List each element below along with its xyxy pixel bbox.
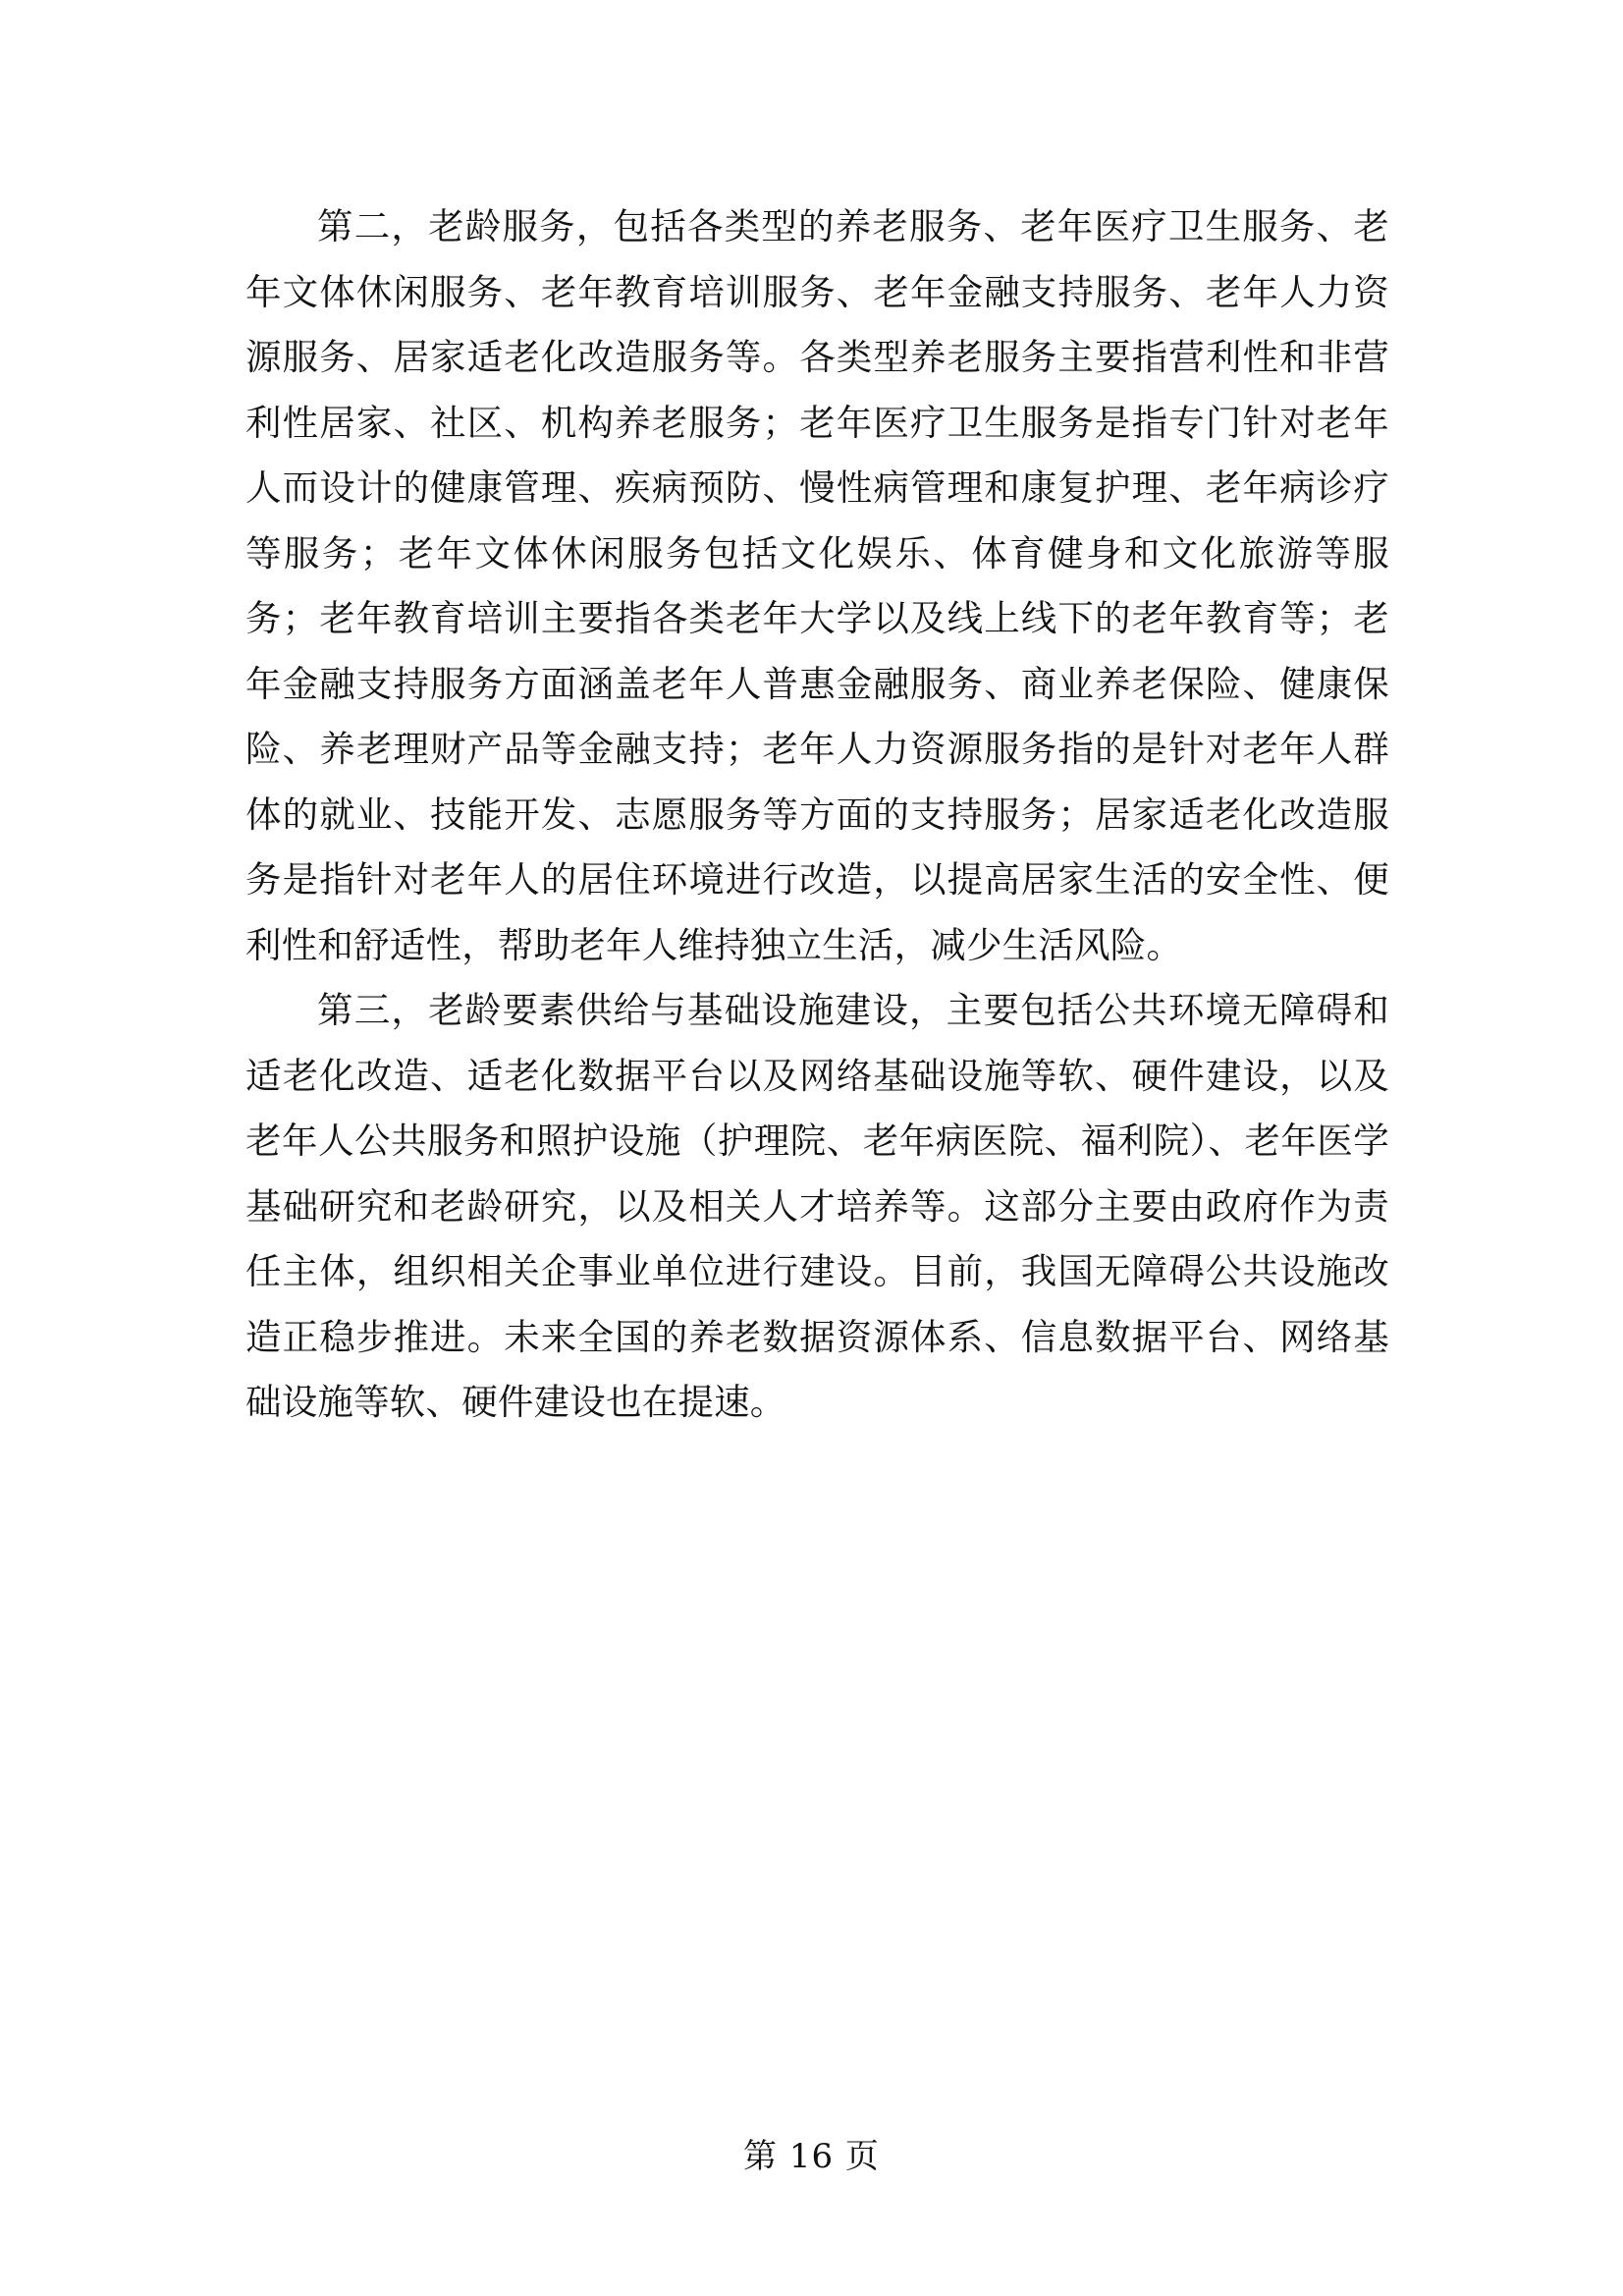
body-text xyxy=(245,194,1389,1436)
paragraph-elderly-services: 第二，老龄服务，包括各类型的养老服务、老年医疗卫生服务、老年文体休闲服务、老年教育培训服务、老年金融支持服务、老年人力资源服务、居家适老化改造服务等。各类型养老服务主要指营利性和非营利性居家、社区、机构养老服务；老年医疗卫生服务是指专门针对老年人而设计的健康管理、疾病预防、慢性病管理和康复护理、老年病诊疗等服务；老年文体休闲服务包括文化娱乐、体育健身和文化旅游等服务；老年教育培训主要指各类老年大学以及线上线下的老年教育等；老年金融支持服务方面涵盖老年人普惠金融服务、商业养老保险、健康保险、养老理财产品等金融支持；老年人力资源服务指的是针对老年人群体的就业、技能开发、志愿服务等方面的支持服务；居家适老化改造服务是指针对老年人的居住环境进行改造，以提高居家生活的安全性、便利性和舒适性，帮助老年人维持独立生活，减少生活风险。 xyxy=(245,205,1389,966)
page-number: 第 16 页 xyxy=(743,2137,880,2176)
paragraph-infrastructure: 第三，老龄要素供给与基础设施建设，主要包括公共环境无障碍和适老化改造、适老化数据平台以及网络基础设施等软、硬件建设，以及老年人公共服务和照护设施（护理院、老年病医院、福利院）、老年医学基础研究和老龄研究，以及相关人才培养等。这部分主要由政府作为责任主体，组织相关企事业单位进行建设。目前，我国无障碍公共设施改造正稳步推进。未来全国的养老数据资源体系、信息数据平台、网络基础设施等软、硬件建设也在提速。 xyxy=(245,989,1389,1423)
